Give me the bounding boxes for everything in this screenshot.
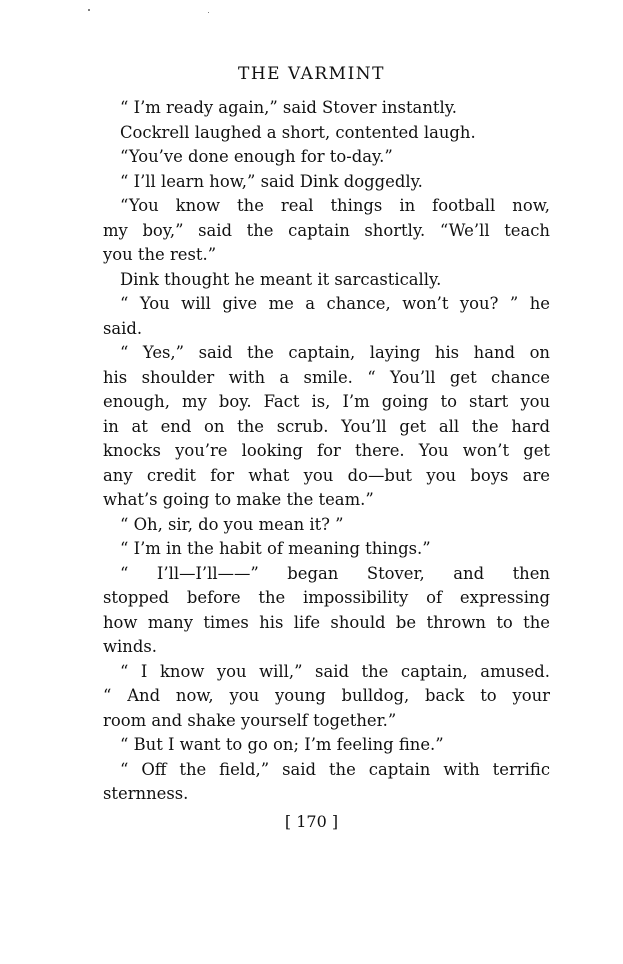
text-line: “ I’ll—I’ll——” began Stover, and then xyxy=(120,563,550,583)
text-line: his shoulder with a smile. “ You’ll get chance xyxy=(103,367,550,387)
text-line: room and shake yourself together.” xyxy=(103,710,397,730)
text-line: “You know the real things in football now, xyxy=(120,196,550,215)
text-line: “ I’ll learn how,” said Dink doggedly. xyxy=(120,171,423,191)
text-line: how many times his life should be thrown to the xyxy=(103,612,550,632)
text-line: Dink thought he meant it sarcastically. xyxy=(120,269,442,289)
text-line: “ I’m ready again,” said Stover instantly. xyxy=(120,98,457,117)
text-line: “ But I want to go on; I’m feeling fine.” xyxy=(120,735,444,754)
text-line: Cockrell laughed a short, contented laugh. xyxy=(120,122,476,142)
body-text xyxy=(103,96,550,807)
text-line: sternness. xyxy=(103,784,189,803)
scan-speck xyxy=(208,12,209,13)
text-line: “ Yes,” said the captain, laying his hand on xyxy=(120,343,550,362)
text-line: “ I’m in the habit of meaning things.” xyxy=(120,539,431,558)
text-line: winds. xyxy=(103,637,157,656)
text-line: “ Off the field,” said the captain with terrific xyxy=(120,759,550,779)
text-line: what’s going to make the team.” xyxy=(103,490,374,509)
text-line: said. xyxy=(103,318,143,338)
text-line: enough, my boy. Fact is, I’m going to start you xyxy=(103,392,550,411)
text-line: “ I know you will,” said the captain, amused. xyxy=(120,661,550,681)
text-line: in at end on the scrub. You’ll get all the hard xyxy=(103,416,550,436)
page-number: [ 170 ] xyxy=(284,812,339,831)
text-line: you the rest.” xyxy=(103,245,217,264)
text-line: “ Oh, sir, do you mean it? ” xyxy=(120,514,344,534)
text-line: “ You will give me a chance, won’t you? ” he xyxy=(120,294,550,313)
text-line: any credit for what you do—but you boys are xyxy=(103,465,550,485)
text-line: “ And now, you young bulldog, back to your xyxy=(103,686,550,705)
scan-speck xyxy=(88,9,90,11)
running-header: THE VARMINT xyxy=(237,64,385,84)
text-line: my boy,” said the captain shortly. “We’ll teach xyxy=(103,220,550,240)
text-line: “You’ve done enough for to-day.” xyxy=(120,147,393,166)
text-line: stopped before the impossibility of expressing xyxy=(103,588,550,607)
text-line: knocks you’re looking for there. You won’t get xyxy=(103,441,550,460)
